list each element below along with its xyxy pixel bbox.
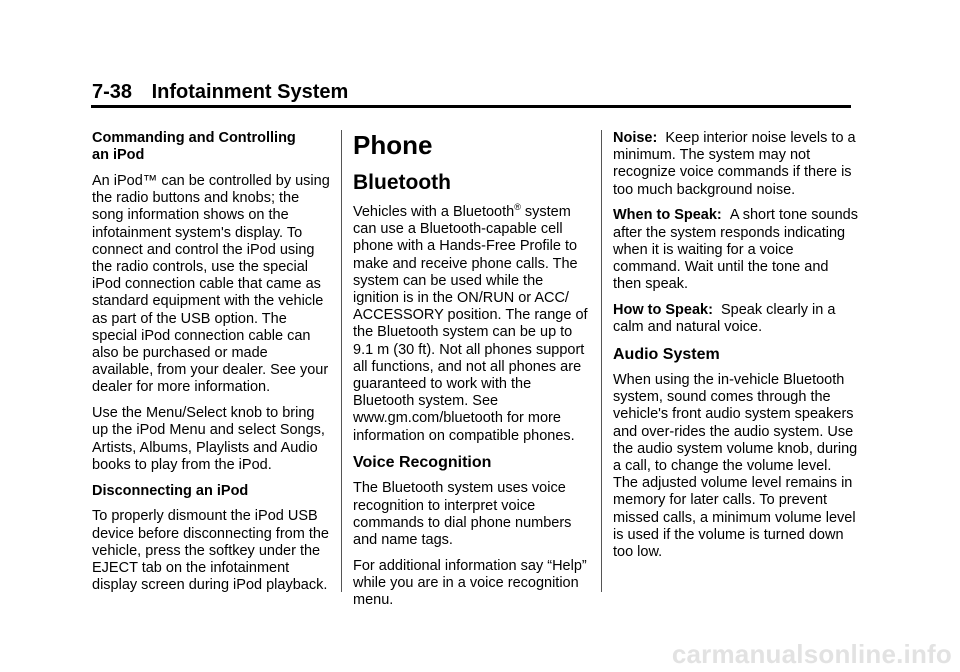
paragraph-how-to-speak (613, 302, 858, 336)
subheading-line-2: an iPod (92, 147, 145, 164)
paragraph-bluetooth (353, 204, 593, 445)
subheading-commanding-ipod (92, 130, 332, 164)
heading-phone: Phone (353, 130, 433, 160)
watermark: carmanualsonline.info (671, 639, 952, 669)
registered-mark: ® (514, 202, 521, 213)
noise-text: Keep interior noise levels to a minimum. The system may not recognize voice commands if there is too much background noise. (613, 130, 856, 198)
header-rule (91, 105, 851, 108)
subheading-disconnecting-ipod: Disconnecting an iPod (92, 482, 249, 499)
heading-audio-system: Audio System (613, 346, 720, 364)
page-number: 7-38 (92, 81, 133, 103)
heading-voice-recognition: Voice Recognition (353, 454, 492, 472)
heading-bluetooth: Bluetooth (353, 171, 451, 194)
how-label: How to Speak: (613, 302, 713, 319)
paragraph-menu-select: Use the Menu/Select knob to bring up the iPod Menu and select Songs, Artists, Albums, Playlists and Audio books to play from the iPod. (92, 405, 325, 473)
paragraph-disconnect: To properly dismount the iPod USB device before disconnecting from the vehicle, press the softkey under the EJECT tab on the infotainment display screen during iPod playback. (92, 508, 329, 594)
when-text: A short tone sounds after the system responds indicating when it is waiting for a voice command. Wait until the tone and then speak. (613, 207, 858, 293)
noise-label: Noise: (613, 130, 658, 146)
paragraph-when-to-speak (613, 207, 858, 293)
column-1 (92, 130, 332, 603)
paragraph-noise (613, 130, 858, 199)
paragraph-help: For additional information say “Help” while you are in a voice recognition menu. (353, 557, 587, 609)
subheading-line-1: Commanding and Controlling (92, 130, 296, 146)
column-divider-1 (341, 130, 342, 592)
column-divider-2 (601, 130, 602, 592)
page-header (92, 80, 852, 104)
bluetooth-text-a: Vehicles with a Bluetooth (353, 204, 515, 220)
section-title: Infotainment System (151, 81, 349, 103)
bluetooth-text-b: system can use a Bluetooth-capable cell phone with a Hands-Free Profile to make and receive phone calls. The system can be used while the ignition is in the ON/RUN or ACC/ ACCESSORY position. The range of the Bluetooth system can be up to 9.1 m (30 ft). Not all phones support all functions, and not all phones are guaranteed to work with the Bluetooth system. See www.gm.com/bluetooth for more information on compatible phones. (353, 204, 588, 444)
column-2 (353, 130, 593, 618)
paragraph-audio-system: When using the in-vehicle Bluetooth system, sound comes through the vehicle's front audio system speakers and over-rides the audio system. Use the audio system volume knob, during a call, to change the volume level. The adjusted volume level remains in memory for later calls. To prevent missed calls, a minimum volume level is used if the volume is turned down too low. (613, 372, 858, 561)
column-3 (613, 130, 858, 570)
how-text: Speak clearly in a calm and natural voice. (613, 302, 836, 336)
when-label: When to Speak: (613, 207, 722, 224)
paragraph-ipod-control: An iPod™ can be controlled by using the radio buttons and knobs; the song information shows on the infotainment system's display. To connect and control the iPod using the radio controls, use the special iPod connection cable that came as standard equipment with the vehicle as part of the USB option. The special iPod connection cable can also be purchased or made available, from your dealer. See your dealer for more information. (92, 173, 330, 396)
paragraph-voice-recognition: The Bluetooth system uses voice recognition to interpret voice commands to dial phone numbers and name tags. (353, 480, 572, 549)
